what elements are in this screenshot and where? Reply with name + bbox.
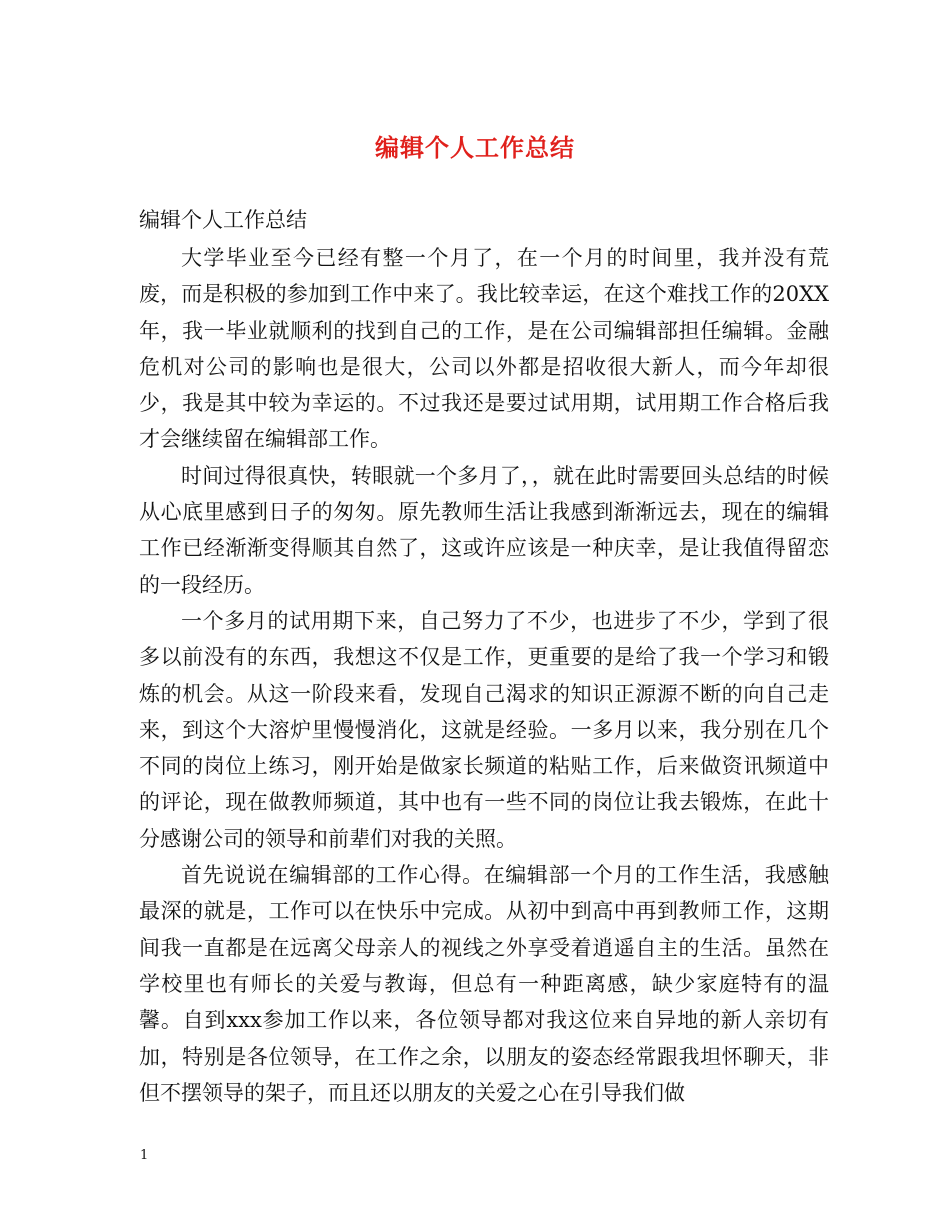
- document-subtitle: 编辑个人工作总结: [139, 208, 307, 232]
- paragraph: 一个多月的试用期下来，自己努力了不少，也进步了不少，学到了很多以前没有的东西，我想这不仅是工作，更重要的是给了我一个学习和锻炼的机会。从这一阶段来看，发现自己渴求的知识正源源不断的向自己走来，到这个大溶炉里慢慢消化，这就是经验。一多月以来，我分别在几个不同的岗位上练习，刚开始是做家长频道的粘贴工作，后来做资讯频道中的评论，现在做教师频道，其中也有一些不同的岗位让我去锻炼，在此十分感谢公司的领导和前辈们对我的关照。: [139, 608, 829, 851]
- paragraph: 首先说说在编辑部的工作心得。在编辑部一个月的工作生活，我感触最深的就是，工作可以在快乐中完成。从初中到高中再到教师工作，这期间我一直都是在远离父母亲人的视线之外享受着逍遥自主的生活。虽然在学校里也有师长的关爱与教诲，但总有一种距离感，缺少家庭特有的温馨。自到xxx参加工作以来，各位领导都对我这位来自异地的新人亲切有加，特别是各位领导，在工作之余，以朋友的姿态经常跟我坦怀聊天，非但不摆领导的架子，而且还以朋友的关爱之心在引导我们做: [139, 863, 829, 1105]
- document-title: 编辑个人工作总结: [375, 133, 575, 162]
- document-body: [139, 240, 829, 1111]
- paragraph: 大学毕业至今已经有整一个月了，在一个月的时间里，我并没有荒废，而是积极的参加到工作中来了。我比较幸运，在这个难找工作的20XX年，我一毕业就顺利的找到自己的工作，是在公司编辑部担任编辑。金融危机对公司的影响也是很大，公司以外都是招收很大新人，而今年却很少，我是其中较为幸运的。不过我还是要过试用期，试用期工作合格后我才会继续留在编辑部工作。: [139, 246, 829, 452]
- paragraph: 时间过得很真快，转眼就一个多月了，，就在此时需要回头总结的时候从心底里感到日子的匆匆。原先教师生活让我感到渐渐远去，现在的编辑工作已经渐渐变得顺其自然了，这或许应该是一种庆幸，是让我值得留恋的一段经历。: [139, 463, 829, 597]
- page-number: 1: [140, 1148, 149, 1163]
